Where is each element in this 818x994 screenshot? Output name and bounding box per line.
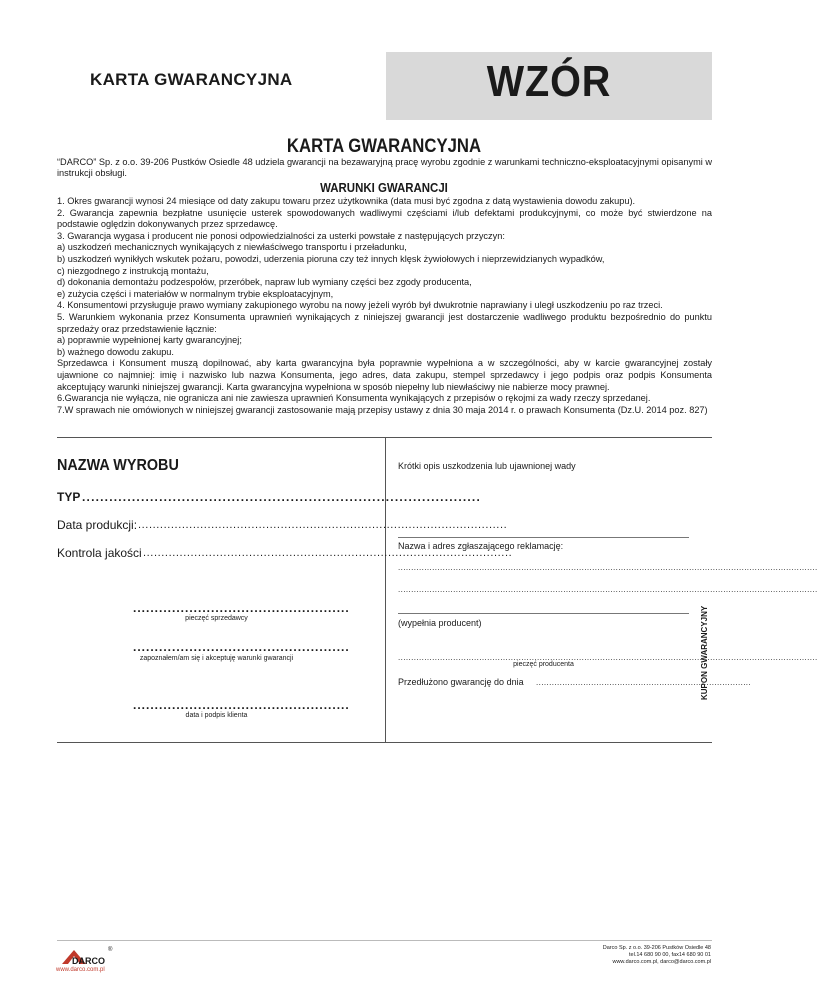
company-address: Darco Sp. z o.o. 39-206 Pustków Osiedle 48 — [602, 945, 711, 951]
condition-item: a) uszkodzeń mechanicznych wynikających z niewłaściwego transportu i przeładunku, — [57, 242, 407, 253]
claimant-field-line2[interactable]: ................................................................................................................................................................ — [398, 585, 818, 594]
conditions-title: WARUNKI GWARANCJI — [320, 180, 448, 195]
condition-item: d) dokonania demontażu podzespołów, przeróbek, napraw lub wymiany części bez zgody producenta, — [57, 277, 472, 288]
form-bottom-rule — [57, 742, 712, 743]
sample-stamp-box — [386, 52, 712, 120]
condition-item: b) ważnego dowodu zakupu. — [57, 346, 174, 357]
production-date-field[interactable]: ..................................................................................................... — [138, 519, 508, 531]
condition-item: a) poprawnie wypełnionej karty gwarancyjnej; — [57, 335, 242, 346]
producer-stamp-field[interactable]: ................................................................................................................................................................ — [398, 653, 818, 662]
header-card-label: KARTA GWARANCYJNA — [90, 70, 293, 89]
quality-control-field[interactable]: ..................................................................................................... — [143, 547, 513, 559]
document-title: KARTA GWARANCYJNA — [286, 136, 482, 157]
coupon-label: KUPON GWARANCYJNY — [700, 605, 709, 700]
intro-text: “DARCO” Sp. z o.o. 39-206 Pustków Osiedle 48 udziela gwarancji na bezawaryjną pracę wyrobu zgodnie z warunkami techniczno-eksploatacyjnymi opisanymi w instrukcji obsługi. — [57, 157, 712, 178]
condition-item: 2. Gwarancja zapewnia bezpłatne usunięcie usterek spowodowanych wadliwymi częściami i/lub defektami produkcyjnymi, co może być stwierdzone na podstawie oględzin dokonywanych przez sprzedawcę. — [57, 207, 712, 230]
type-field[interactable]: ........................................................................................ — [82, 490, 481, 504]
logo-text: DARCO — [72, 956, 105, 966]
claimant-field-line1[interactable]: ................................................................................................................................................................ — [398, 563, 818, 572]
production-date-label: Data produkcji: — [57, 518, 138, 532]
damage-description-label: Krótki opis uszkodzenia lub ujawnionej wady — [398, 461, 576, 471]
logo-registered-mark: ® — [108, 947, 113, 953]
seller-stamp-label: pieczęć sprzedawcy — [185, 615, 248, 622]
condition-item: 7.W sprawach nie omówionych w niniejszej gwarancji zastosowanie mają przepisy ustawy z dnia 30 maja 2014 r. o prawach Konsumenta (Dz.U. 2014 poz. 827) — [57, 404, 708, 415]
quality-control-label: Kontrola jakości — [57, 546, 142, 560]
extension-date-field[interactable]: .................................................................................. — [536, 678, 752, 687]
product-name-label: NAZWA WYROBU — [57, 457, 179, 474]
logo-url: www.darco.com.pl — [56, 967, 105, 973]
damage-description-line[interactable] — [398, 537, 689, 538]
condition-item: 3. Gwarancja wygasa i producent nie ponosi odpowiedzialności za usterki powstałe z następujących przyczyn: — [57, 230, 505, 241]
client-signature-field[interactable]: .................................................. — [133, 698, 350, 712]
company-contact: www.darco.com.pl, darco@darco.com.pl — [612, 959, 711, 965]
condition-item: b) uszkodzeń wynikłych wskutek pożaru, powodzi, uderzenia pioruna czy też innych klęsk żywiołowych i nieprzewidzianych wypadków, — [57, 253, 605, 264]
producer-stamp-label: pieczęć producenta — [513, 661, 574, 668]
condition-item: Sprzedawca i Konsument muszą dopilnować, aby karta gwarancyjna była poprawnie wypełniona a w szczególności, aby w karcie gwarancyjnej zostały ujawnione co najmniej: imię i nazwisko lub nazwa Konsumenta, jego adres, data zakupu, stempel sprzedawcy i jego podpis oraz podpis Konsumenta akceptujący warunki niniejszej gwarancji. Karta gwarancyjna wypełniona w sposób niepełny lub niewłaściwy nie nabierze mocy prawnej. — [57, 358, 712, 392]
client-signature-label: data i podpis klienta — [185, 712, 248, 719]
condition-item: 4. Konsumentowi przysługuje prawo wymiany zakupionego wyrobu na nowy jeżeli wyrób był dwukrotnie naprawiany i uległ uszkodzeniu po raz trzeci. — [57, 300, 663, 311]
claimant-label: Nazwa i adres zgłaszającego reklamację: — [398, 541, 564, 551]
form-divider — [385, 438, 386, 742]
producer-section-line — [398, 613, 689, 614]
extension-label: Przedłużono gwarancję do dnia — [398, 677, 524, 687]
conditions-list — [57, 196, 712, 416]
condition-item: 5. Warunkiem wykonania przez Konsumenta uprawnień wynikających z niniejszej gwarancji jest dostarczenie wadliwego produktu bezpośrednio do punktu sprzedaży oraz przedstawienie łącznie: — [57, 311, 712, 334]
condition-item: 1. Okres gwarancji wynosi 24 miesiące od daty zakupu towaru przez użytkownika (data musi być zgodna z datą wystawienia dowodu zakupu). — [57, 196, 636, 206]
producer-fill-label: (wypełnia producent) — [398, 618, 482, 628]
type-label: TYP — [57, 490, 81, 504]
footer-rule — [57, 940, 712, 941]
condition-item: c) niezgodnego z instrukcją montażu, — [57, 265, 209, 276]
company-info — [603, 945, 711, 966]
seller-stamp-field[interactable]: .................................................. — [133, 601, 350, 615]
sample-stamp: WZÓR — [486, 57, 612, 106]
condition-item: e) zużycia części i materiałów w normalnym trybie eksploatacyjnym, — [57, 288, 334, 299]
accept-terms-label: zapoznałem/am się i akceptuję warunki gwarancji — [139, 655, 294, 662]
accept-terms-field[interactable]: .................................................. — [133, 640, 350, 654]
company-phone: tel.14 680 90 00, fax14 680 90 01 — [629, 952, 711, 958]
condition-item: 6.Gwarancja nie wyłącza, nie ogranicza ani nie zawiesza uprawnień Konsumenta wynikających z przepisów o rękojmi za wady rzeczy sprzedanej. — [57, 393, 651, 404]
